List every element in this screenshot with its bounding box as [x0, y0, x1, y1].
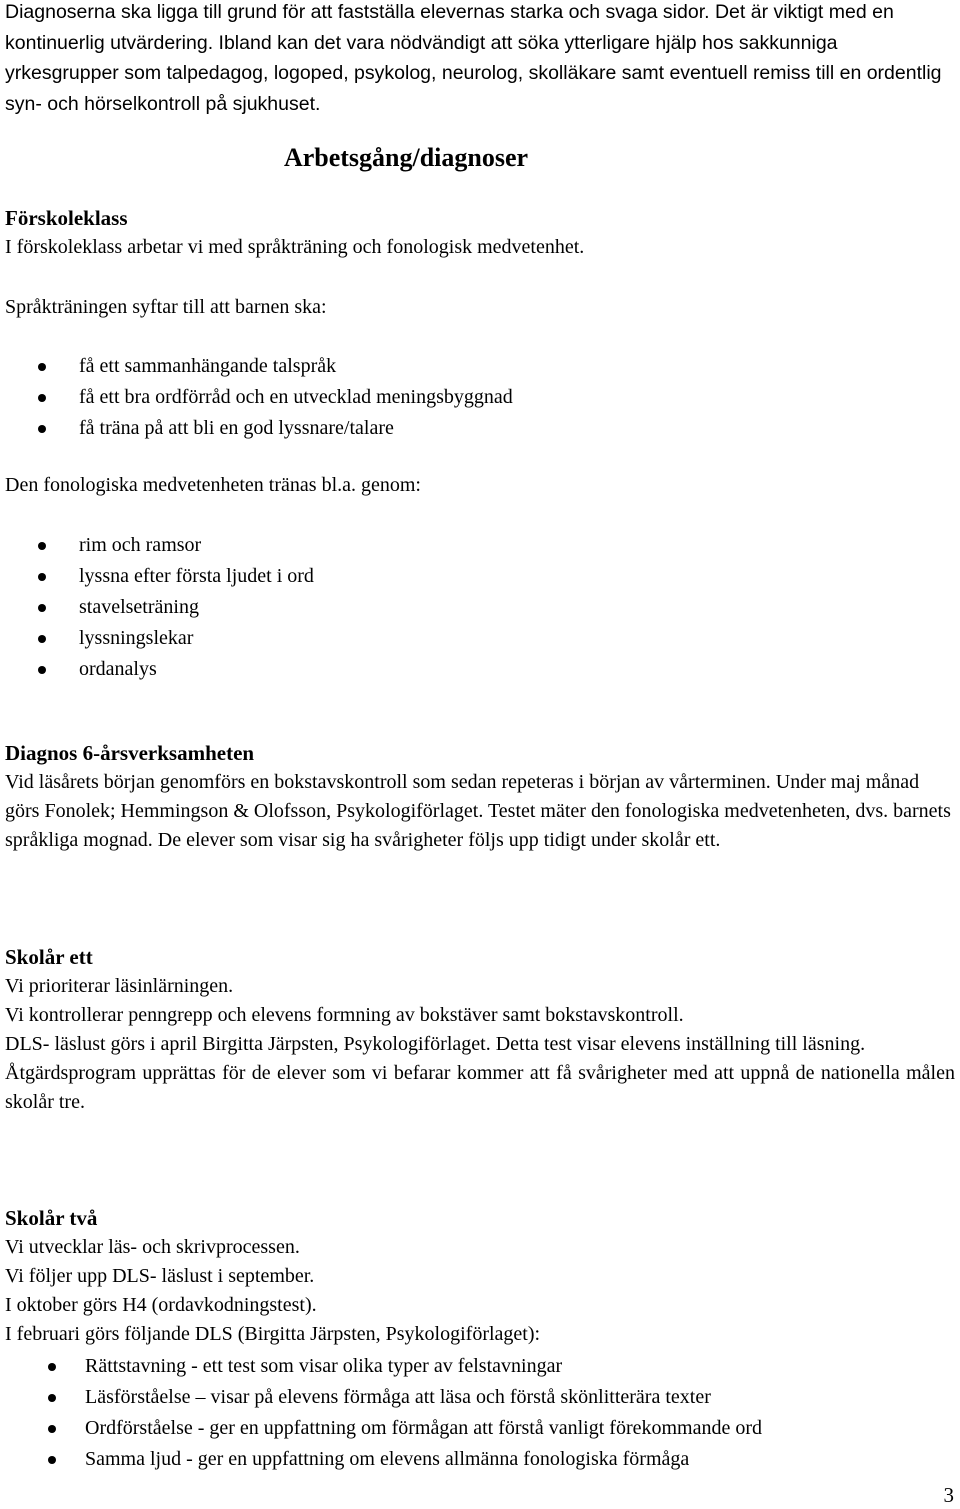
section-line-justified: Åtgärdsprogram upprättas för de elever som vi befarar kommer att få svårigheter med att uppnå de nationella målen skolår tre. [5, 1062, 955, 1113]
bullet-icon [48, 1363, 56, 1371]
section-line: I februari görs följande DLS (Birgitta Järpsten, Psykologiförlaget): [5, 1323, 541, 1345]
section-skolar-ett [5, 943, 955, 1117]
section-heading: Diagnos 6-årsverksamheten [5, 741, 255, 765]
section-line: Vi följer upp DLS- läslust i september. [5, 1265, 315, 1287]
dls-test-list [0, 1351, 955, 1475]
page-number: 3 [943, 1483, 954, 1507]
bullet-icon [38, 604, 46, 612]
bullet-icon [38, 394, 46, 402]
list-item-text: rim och ramsor [79, 534, 202, 556]
intro-paragraph: Diagnoserna ska ligga till grund för att fastställa elevernas starka och svaga sidor. Det är viktigt med en kontinuerlig utvärdering. Ibland kan det vara nödvändigt att söka ytterligare hjälp hos sakkunniga yrkesgrupper som talpedagog, logoped, psykolog, neurolog, skolläkare samt eventuell remiss till en ordentlig syn- och hörselkontroll på sjukhuset. [5, 1, 942, 115]
list-item [0, 413, 955, 444]
list-item-text: få träna på att bli en god lyssnare/talare [79, 417, 394, 439]
list-item [0, 1444, 955, 1475]
list-item [0, 654, 955, 685]
section-skolar-tva [5, 1204, 955, 1349]
phonological-lead [5, 471, 955, 500]
bullet-icon [38, 635, 46, 643]
list-item-text: Rättstavning - ett test som visar olika typer av felstavningar [85, 1355, 563, 1377]
section-line: Vi kontrollerar penngrepp och elevens formning av bokstäver samt bokstavskontroll. [5, 1004, 684, 1026]
section-heading: Skolår ett [5, 945, 93, 969]
list-item [0, 530, 955, 561]
list-item-text: lyssna efter första ljudet i ord [79, 565, 314, 587]
section-diagnos-6 [5, 739, 955, 855]
bullet-icon [38, 425, 46, 433]
list-item [0, 351, 955, 382]
section-heading: Förskoleklass [5, 206, 128, 230]
list-item-text: lyssningslekar [79, 627, 194, 649]
page-title: Arbetsgång/diagnoser [283, 143, 529, 172]
section-line: DLS- läslust görs i april Birgitta Järpsten, Psykologiförlaget. Detta test visar elevens inställning till läsning. [5, 1033, 866, 1055]
speech-training-list [0, 351, 955, 444]
list-item-text: Ordförståelse - ger en uppfattning om förmågan att förstå vanligt förekommande ord [85, 1417, 763, 1439]
bullet-icon [38, 542, 46, 550]
list-item [0, 382, 955, 413]
bullet-icon [48, 1456, 56, 1464]
list-item [0, 592, 955, 623]
section-text: I förskoleklass arbetar vi med språkträning och fonologisk medvetenhet. [5, 236, 585, 258]
list-item-text: Samma ljud - ger en uppfattning om elevens allmänna fonologiska förmåga [85, 1448, 690, 1470]
lead-text: Den fonologiska medvetenheten tränas bl.a. genom: [5, 474, 421, 496]
list-item [0, 561, 955, 592]
section-line: Vi utvecklar läs- och skrivprocessen. [5, 1236, 300, 1258]
list-item [0, 1351, 955, 1382]
list-item [0, 1413, 955, 1444]
bullet-icon [38, 363, 46, 371]
list-item-text: Läsförståelse – visar på elevens förmåga att läsa och förstå skönlitterära texter [85, 1386, 711, 1408]
section-forskoleklass [5, 204, 955, 262]
section-heading: Skolår två [5, 1206, 98, 1230]
list-item-text: ordanalys [79, 658, 157, 680]
bullet-icon [38, 573, 46, 581]
list-item-text: stavelseträning [79, 596, 199, 618]
lead-text: Språkträningen syftar till att barnen ska: [5, 296, 327, 318]
bullet-icon [38, 666, 46, 674]
speech-training-lead [5, 293, 955, 322]
list-item [0, 623, 955, 654]
section-line: I oktober görs H4 (ordavkodningstest). [5, 1294, 317, 1316]
section-text: Vid läsårets början genomförs en bokstavskontroll som sedan repeteras i början av vårterminen. Under maj månad görs Fonolek; Hemmingson & Olofsson, Psykologiförlaget. Testet mäter den fonologiska medvetenheten, dvs. barnets språkliga mognad. De elever som visar sig ha svårigheter följs upp tidigt under skolår ett. [5, 771, 951, 851]
list-item-text: få ett sammanhängande talspråk [79, 355, 337, 377]
list-item [0, 1382, 955, 1413]
phonological-list [0, 530, 955, 685]
bullet-icon [48, 1425, 56, 1433]
section-line: Vi prioriterar läsinlärningen. [5, 975, 234, 997]
bullet-icon [48, 1394, 56, 1402]
list-item-text: få ett bra ordförråd och en utvecklad meningsbyggnad [79, 386, 513, 408]
